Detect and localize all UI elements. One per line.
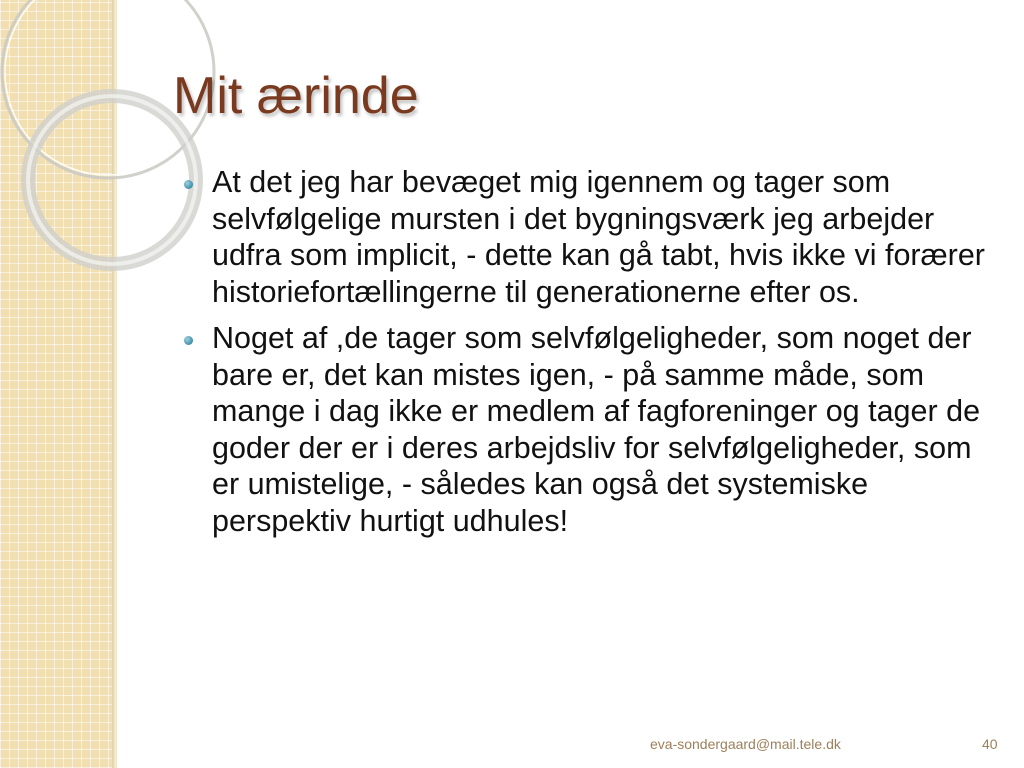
bullet-dot-icon	[184, 336, 193, 345]
bullet-dot-icon	[184, 180, 193, 189]
decorative-ring-lower-highlight	[28, 96, 196, 264]
bullet-item	[212, 164, 1002, 310]
bullet-text: At det jeg har bevæget mig igennem og tager som selvfølgelige mursten i det bygningsværk jeg arbejder udfra som implicit, - dette kan gå tabt, hvis ikke vi forærer historiefortællingerne til generationerne efter os.	[212, 165, 985, 309]
bullet-text: Noget af ,de tager som selvfølgeligheder, som noget der bare er, det kan mistes igen, - på samme måde, som mange i dag ikke er medlem af fagforeninger og tager de goder der er i deres arbejdsliv for selvfølgeligheder, som er umistelige, - således kan også det systemiske perspektiv hurtigt udhules!	[212, 321, 981, 538]
page-number: 40	[982, 736, 998, 752]
bullet-list	[212, 164, 1002, 549]
slide-title: Mit ærinde	[173, 67, 419, 125]
bullet-item	[212, 320, 1002, 539]
footer-email: eva-sondergaard@mail.tele.dk	[650, 736, 841, 752]
